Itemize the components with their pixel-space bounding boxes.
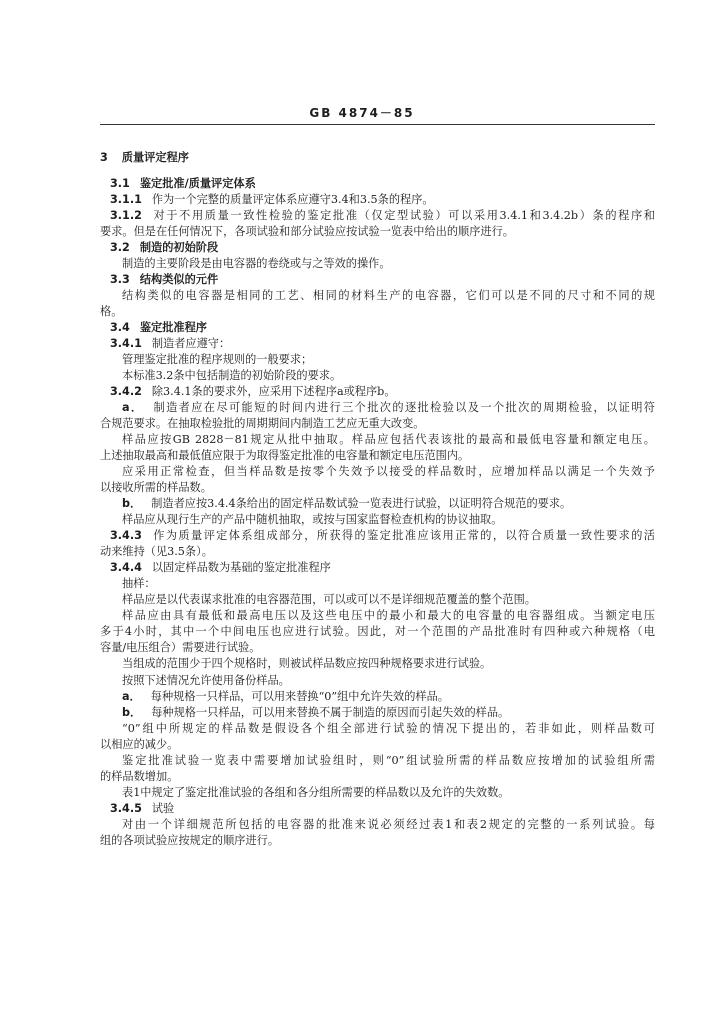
section-3-3-heading: 3.3 结构类似的元件 — [110, 273, 219, 287]
section-3-2-heading: 3.2 制造的初始阶段 — [110, 241, 219, 255]
section-3-4-2: 3.4.2 除3.4.1条的要求外，应采用下述程序a或程序b。 — [110, 385, 396, 399]
section-3-1-2-line1: 3.1.2 对于不用质量一致性检验的鉴定批准（仅定型试验）可以采用3.4.1和3.4.2b）条的程序和 — [110, 209, 655, 223]
section-3-4-4-p6-line1: 鉴定批准试验一览表中需要增加试验组时，则“0”组试验所需的样品数应按增加的试验组所需 — [122, 753, 655, 767]
section-3-2-text: 制造的主要阶段是由电容器的卷绕或与之等效的操作。 — [122, 257, 391, 271]
section-3-4-4-b: b． 每种规格一只样品，可以用来替换不属于制造的原因而引起失效的样品。 — [122, 705, 510, 719]
section-3-4-4-p7: 表1中规定了鉴定批准试验的各组和各分组所需要的样品数以及允许的失效数。 — [122, 785, 510, 799]
section-3-4-4-p5-line2: 以相应的减少。 — [100, 737, 179, 751]
section-3-4-4-p2-line2: 多于4小时，其中一个中间电压也应进行试验。因此，对一个范围的产品批准时有四种或六种规格（电 — [100, 625, 655, 639]
section-3-4-4-sub: 抽样： — [122, 577, 156, 591]
section-3-4-2-p3: 样品应从现行生产的产品中随机抽取，或按与国家监督检查机构的协议抽取。 — [122, 513, 503, 527]
section-3-4-2-p2-line2: 以接收所需的样品数。 — [100, 481, 212, 495]
section-3-1-heading: 3.1 鉴定批准/质量评定体系 — [110, 177, 256, 191]
section-3-4-3-line2: 动来维持（见3.5条）。 — [100, 545, 213, 559]
section-3-4-4-p4: 按照下述情况允许使用备份样品。 — [122, 673, 290, 687]
section-3-4-5-p1-line1: 对由一个详细规范所包括的电容器的批准来说必须经过表1和表2规定的完整的一系列试验。每 — [122, 817, 655, 831]
section-3-4-5-heading: 3.4.5 试验 — [110, 801, 175, 815]
section-3-4-4-heading: 3.4.4 以固定样品数为基础的鉴定批准程序 — [110, 561, 331, 575]
section-3-heading: 3 质量评定程序 — [100, 151, 189, 164]
section-3-1-1: 3.1.1 作为一个完整的质量评定体系应遵守3.4和3.5条的程序。 — [110, 193, 434, 207]
header-rule — [100, 124, 655, 125]
section-3-4-4-a: a． 每种规格一只样品，可以用来替换“0”组中允许失效的样品。 — [122, 689, 449, 703]
section-3-4-2-p2-line1: 应采用正常检查，但当样品数是按零个失效予以接受的样品数时，应增加样品以满足一个失效予 — [122, 465, 655, 479]
section-3-4-3-line1: 3.4.3 作为质量评定体系组成部分，所获得的鉴定批准应该用正常的，以符合质量一致性要求的活 — [110, 529, 655, 543]
section-3-4-5-p1-line2: 组的各项试验应按规定的顺序进行。 — [100, 833, 280, 847]
standard-header: GB 4874－85 — [309, 106, 415, 120]
section-3-4-4-p5-line1: “0”组中所规定的样品数是假设各个组全部进行试验的情况下提出的，若非如此，则样品数可 — [122, 721, 655, 735]
page-content — [100, 150, 655, 849]
section-3-4-4-p2-line3: 容量/电压组合）需要进行试验。 — [100, 641, 261, 655]
section-3-4-1-p2: 本标准3.2条中包括制造的初始阶段的要求。 — [122, 369, 342, 383]
section-3-4-2-b: b． 制造者应按3.4.4条给出的固定样品数试验一览表进行试验，以证明符合规范的要求。 — [122, 497, 572, 511]
section-3-1-2-line2: 要求。但是在任何情况下，各项试验和部分试验应按试验一览表中给出的顺序进行。 — [100, 225, 514, 239]
section-3-4-4-p1: 样品应是以代表谋求批准的电容器范围，可以或可以不是详细规范覆盖的整个范围。 — [122, 593, 536, 607]
section-3-4-2-a-line2: 合规范要求。在抽取检验批的周期期间内制造工艺应无重大改变。 — [100, 417, 425, 431]
section-3-4-4-p2-line1: 样品应由具有最低和最高电压以及这些电压中的最小和最大的电容量的电容器组成。当额定电压 — [122, 609, 655, 623]
section-3-4-1-p1: 管理鉴定批准的程序规则的一般要求； — [122, 353, 313, 367]
section-3-3-text-line2: 格。 — [100, 305, 123, 319]
section-3-4-heading: 3.4 鉴定批准程序 — [110, 321, 207, 335]
section-3-3-text-line1: 结构类似的电容器是相同的工艺、相同的材料生产的电容器，它们可以是不同的尺寸和不同的规 — [122, 289, 655, 303]
section-3-4-2-a-line1: a． 制造者应在尽可能短的时间内进行三个批次的逐批检验以及一个批次的周期检验，以证明符 — [122, 401, 655, 415]
section-3-4-2-p1-line2: 上述抽取最高和最低值应限于为取得鉴定批准的电容量和额定电压范围内。 — [100, 449, 470, 463]
section-3-4-4-p6-line2: 的样品数增加。 — [100, 769, 179, 783]
section-3-4-1: 3.4.1 制造者应遵守： — [110, 337, 231, 351]
section-3-4-2-p1-line1: 样品应按GB 2828－81规定从批中抽取。样品应包括代表该批的最高和最低电容量和额定电压。 — [122, 433, 655, 447]
section-3-4-4-p3: 当组成的范围少于四个规格时，则被试样品数应按四种规格要求进行试验。 — [122, 657, 492, 671]
